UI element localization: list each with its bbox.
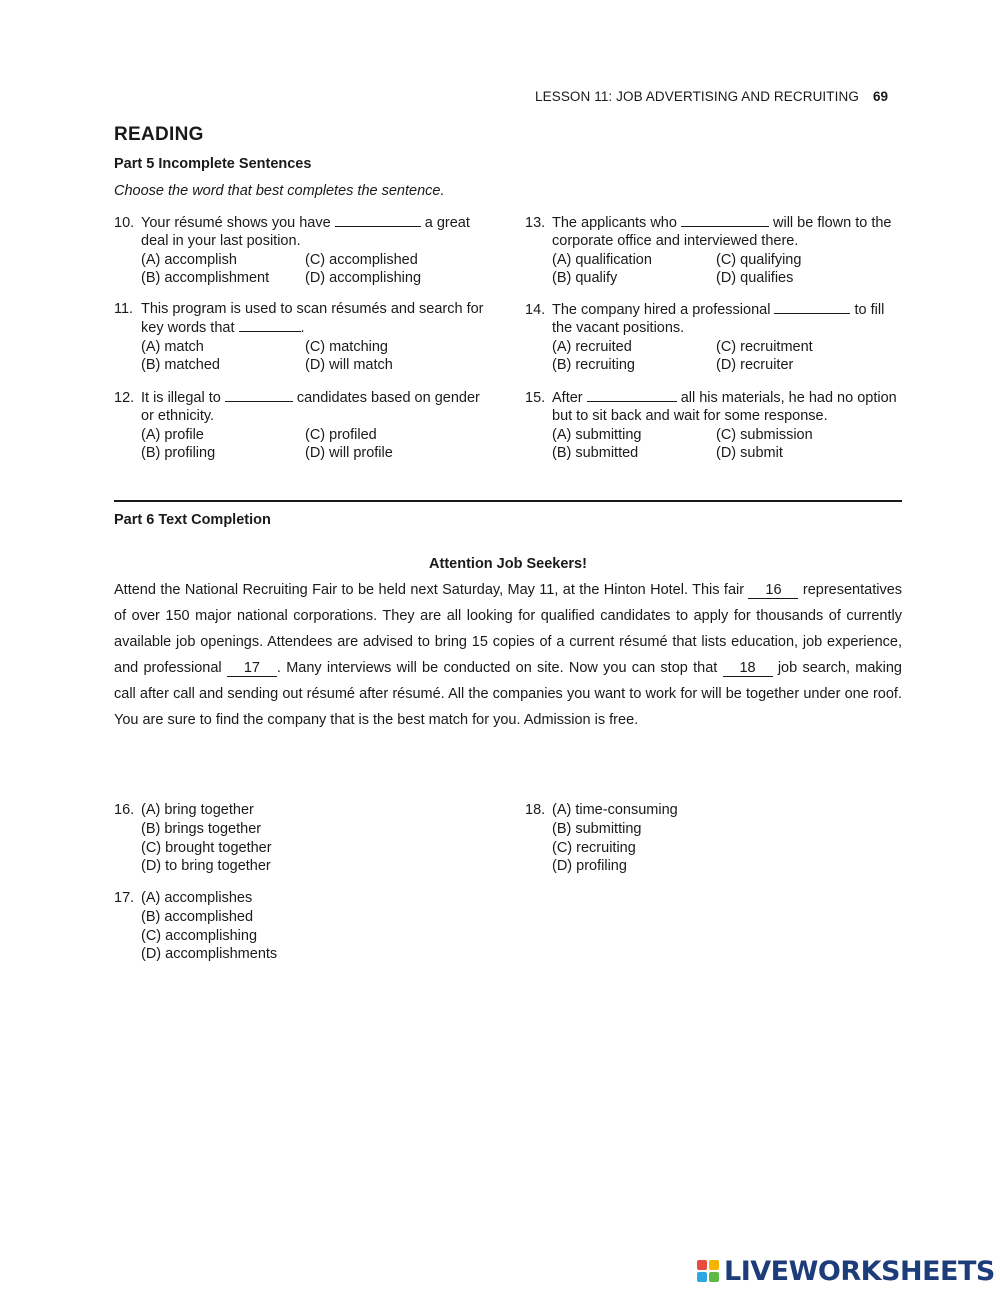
option-c[interactable]: (C) submission bbox=[716, 426, 813, 443]
option-c[interactable]: (C) profiled bbox=[305, 426, 377, 443]
option-a[interactable]: (A) accomplishes bbox=[141, 890, 253, 906]
option-c[interactable]: (C) qualifying bbox=[716, 251, 802, 268]
option-b[interactable]: (B) matched bbox=[141, 357, 220, 374]
answer-blank-12[interactable] bbox=[225, 388, 293, 402]
passage-blank-17[interactable]: 17 bbox=[227, 660, 277, 677]
option-b[interactable]: (B) profiling bbox=[141, 445, 216, 462]
option-b[interactable]: (B) qualify bbox=[552, 270, 618, 287]
question-13: 13. The applicants who will be flown to the corporate office and interviewed there. (A) qualification (C) qualifying (B) qualify (D) qualifies bbox=[525, 213, 905, 288]
answer-blank-11[interactable] bbox=[239, 318, 301, 332]
option-d[interactable]: (D) qualifies bbox=[716, 270, 794, 287]
question-17: 17. (A) accomplishes (B) accomplished (C) accomplishing (D) accomplishments bbox=[114, 890, 278, 963]
passage-title: Attention Job Seekers! bbox=[429, 556, 587, 572]
option-a[interactable]: (A) profile bbox=[141, 426, 204, 443]
option-b[interactable]: (B) submitted bbox=[552, 445, 639, 462]
option-d[interactable]: (D) profiling bbox=[552, 858, 627, 875]
logo-text: LIVEWORKSHEETS bbox=[724, 1255, 995, 1287]
option-b[interactable]: (B) accomplishment bbox=[141, 270, 270, 287]
answer-blank-10[interactable] bbox=[335, 213, 421, 227]
option-b[interactable]: (B) brings together bbox=[141, 820, 262, 837]
question-18: 18. (A) time-consuming (B) submitting (C) recruiting (D) profiling bbox=[525, 802, 678, 875]
logo-square-2 bbox=[709, 1260, 719, 1270]
option-a[interactable]: (A) recruited bbox=[552, 338, 632, 355]
logo-mark-icon bbox=[697, 1260, 719, 1282]
page-number: 69 bbox=[872, 89, 889, 104]
option-c[interactable]: (C) brought together bbox=[141, 839, 272, 856]
option-d[interactable]: (D) will profile bbox=[305, 445, 393, 462]
answer-blank-13[interactable] bbox=[681, 213, 769, 227]
option-b[interactable]: (B) submitting bbox=[552, 820, 642, 837]
option-d[interactable]: (D) accomplishments bbox=[141, 946, 278, 963]
page-header bbox=[535, 89, 905, 104]
question-16: 16. (A) bring together (B) brings together (C) brought together (D) to bring together bbox=[114, 802, 272, 875]
option-a[interactable]: (A) accomplish bbox=[141, 251, 237, 268]
question-10: 10. Your résumé shows you have a great deal in your last position. (A) accomplish (C) accomplished (B) accomplishment (D) accomplishing bbox=[114, 213, 494, 288]
passage-blank-18[interactable]: 18 bbox=[723, 660, 773, 677]
section-divider bbox=[114, 500, 902, 502]
logo-square-1 bbox=[697, 1260, 707, 1270]
question-12: 12. It is illegal to candidates based on gender or ethnicity. (A) profile (C) profiled (B) profiling (D) will profile bbox=[114, 388, 494, 463]
option-a[interactable]: (A) time-consuming bbox=[552, 802, 678, 818]
option-a[interactable]: (A) submitting bbox=[552, 426, 642, 443]
option-d[interactable]: (D) to bring together bbox=[141, 858, 271, 875]
option-d[interactable]: (D) accomplishing bbox=[305, 270, 422, 287]
passage-blank-16[interactable]: 16 bbox=[748, 582, 798, 599]
question-11: 11. This program is used to scan résumés and search for key words that . (A) match (C) matching (B) matched (D) will match bbox=[114, 300, 494, 375]
part5-title: Part 5 Incomplete Sentences bbox=[114, 156, 312, 172]
answer-blank-15[interactable] bbox=[587, 388, 677, 402]
passage-text: Attend the National Recruiting Fair to be held next Saturday, May 11, at the Hinton Hotel. This fair 16 representatives of over 150 major national corporations. They are all looking for qualified candidates to apply for thousands of currently available job openings. Attendees are advised to bring 15 copies of a current résumé that lists education, job experience, and professional 17 . Many interviews will be conducted on site. Now you can stop that 18 job search, making call after call and sending out résumé after résumé. All the companies you want to work for will be together under one roof. You are sure to find the company that is the best match for you. Admission is free. bbox=[114, 582, 903, 728]
option-b[interactable]: (B) accomplished bbox=[141, 908, 254, 925]
lesson-title: LESSON 11: JOB ADVERTISING AND RECRUITING bbox=[535, 89, 859, 104]
question-15: 15. After all his materials, he had no option but to sit back and wait for some response. (A) submitting (C) submission (B) submitted (D) submit bbox=[525, 388, 905, 463]
question-14: 14. The company hired a professional to fill the vacant positions. (A) recruited (C) recruitment (B) recruiting (D) recruiter bbox=[525, 300, 905, 375]
option-c[interactable]: (C) accomplishing bbox=[141, 927, 258, 944]
option-c[interactable]: (C) recruiting bbox=[552, 839, 636, 856]
option-d[interactable]: (D) will match bbox=[305, 357, 393, 374]
logo-square-3 bbox=[697, 1272, 707, 1282]
option-d[interactable]: (D) submit bbox=[716, 445, 783, 462]
part6-title: Part 6 Text Completion bbox=[114, 512, 271, 528]
option-a[interactable]: (A) qualification bbox=[552, 251, 652, 268]
option-b[interactable]: (B) recruiting bbox=[552, 357, 635, 374]
option-c[interactable]: (C) recruitment bbox=[716, 338, 813, 355]
option-c[interactable]: (C) matching bbox=[305, 338, 388, 355]
answer-blank-14[interactable] bbox=[774, 300, 850, 314]
logo-square-4 bbox=[709, 1272, 719, 1282]
option-d[interactable]: (D) recruiter bbox=[716, 357, 794, 374]
option-c[interactable]: (C) accomplished bbox=[305, 251, 418, 268]
option-a[interactable]: (A) match bbox=[141, 338, 204, 355]
liveworksheets-logo bbox=[697, 1255, 995, 1287]
option-a[interactable]: (A) bring together bbox=[141, 802, 254, 818]
part5-instructions: Choose the word that best completes the sentence. bbox=[114, 183, 445, 199]
section-title: READING bbox=[114, 124, 204, 145]
